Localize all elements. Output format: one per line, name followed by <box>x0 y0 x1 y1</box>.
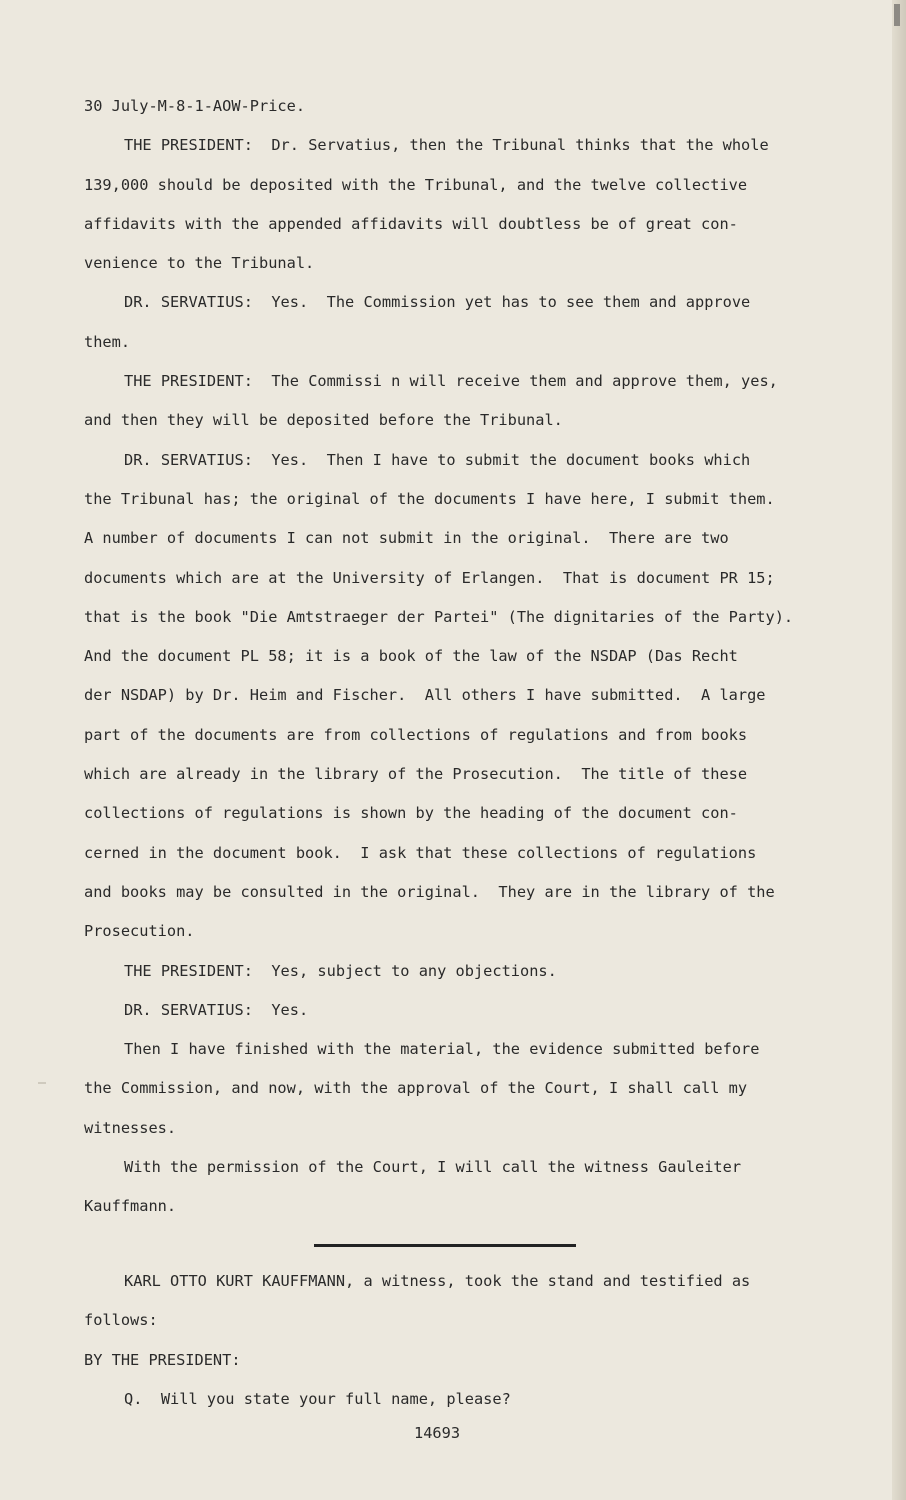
transcript-line: DR. SERVATIUS: Yes. <box>124 1000 309 1019</box>
transcript-line: and books may be consulted in the original. They are in the library of the <box>84 882 775 901</box>
transcript-line: venience to the Tribunal. <box>84 254 315 273</box>
transcript-line: collections of regulations is shown by the heading of the document con- <box>84 804 738 823</box>
transcript-line: THE PRESIDENT: Dr. Servatius, then the Tribunal thinks that the whole <box>124 136 769 155</box>
page-header: 30 July-M-8-1-AOW-Price. <box>84 97 306 115</box>
witness-intro-line: follows: <box>84 1311 158 1330</box>
transcript-line: DR. SERVATIUS: Yes. The Commission yet has to see them and approve <box>124 293 751 312</box>
page-number: 14693 <box>414 1424 461 1442</box>
transcript-line: part of the documents are from collections of regulations and from books <box>84 725 748 744</box>
paper-edge <box>892 0 906 1500</box>
transcript-line: the Commission, and now, with the approval of the Court, I shall call my <box>84 1079 748 1098</box>
transcript-line: THE PRESIDENT: The Commissi n will receive them and approve them, yes, <box>124 372 778 391</box>
transcript-line: And the document PL 58; it is a book of the law of the NSDAP (Das Recht <box>84 647 738 666</box>
transcript-line: them. <box>84 332 131 351</box>
transcript-line: THE PRESIDENT: Yes, subject to any objections. <box>124 961 557 980</box>
transcript-line: cerned in the document book. I ask that these collections of regulations <box>84 843 757 862</box>
corner-mark <box>894 4 900 26</box>
transcript-line: affidavits with the appended affidavits will doubtless be of great con- <box>84 214 738 233</box>
witness-intro-line: KARL OTTO KURT KAUFFMANN, a witness, took the stand and testified as <box>124 1272 751 1290</box>
transcript-line: Prosecution. <box>84 922 195 941</box>
transcript-line: which are already in the library of the Prosecution. The title of these <box>84 765 748 784</box>
examination-heading: BY THE PRESIDENT: <box>84 1350 241 1369</box>
transcript-line: and then they will be deposited before the Tribunal. <box>84 411 563 430</box>
transcript-line: A number of documents I can not submit in the original. There are two <box>84 529 729 548</box>
transcript-line: 139,000 should be deposited with the Tribunal, and the twelve collective <box>84 175 748 194</box>
transcript-line: DR. SERVATIUS: Yes. Then I have to submit the document books which <box>124 450 751 469</box>
transcript-body <box>84 87 824 1227</box>
question-line: Q. Will you state your full name, please? <box>124 1389 511 1408</box>
transcript-line: witnesses. <box>84 1118 177 1137</box>
witness-section <box>84 1262 824 1419</box>
transcript-line: documents which are at the University of Erlangen. That is document PR 15; <box>84 568 775 587</box>
section-divider <box>314 1244 576 1247</box>
transcript-line: that is the book "Die Amtstraeger der Partei" (The dignitaries of the Party). <box>84 607 794 626</box>
transcript-line: Then I have finished with the material, the evidence submitted before <box>124 1040 760 1059</box>
transcript-line: der NSDAP) by Dr. Heim and Fischer. All others I have submitted. A large <box>84 686 766 705</box>
transcript-line: the Tribunal has; the original of the documents I have here, I submit them. <box>84 489 775 508</box>
transcript-line: With the permission of the Court, I will call the witness Gauleiter <box>124 1158 742 1177</box>
margin-mark <box>38 1082 46 1084</box>
transcript-line: Kauffmann. <box>84 1197 177 1216</box>
